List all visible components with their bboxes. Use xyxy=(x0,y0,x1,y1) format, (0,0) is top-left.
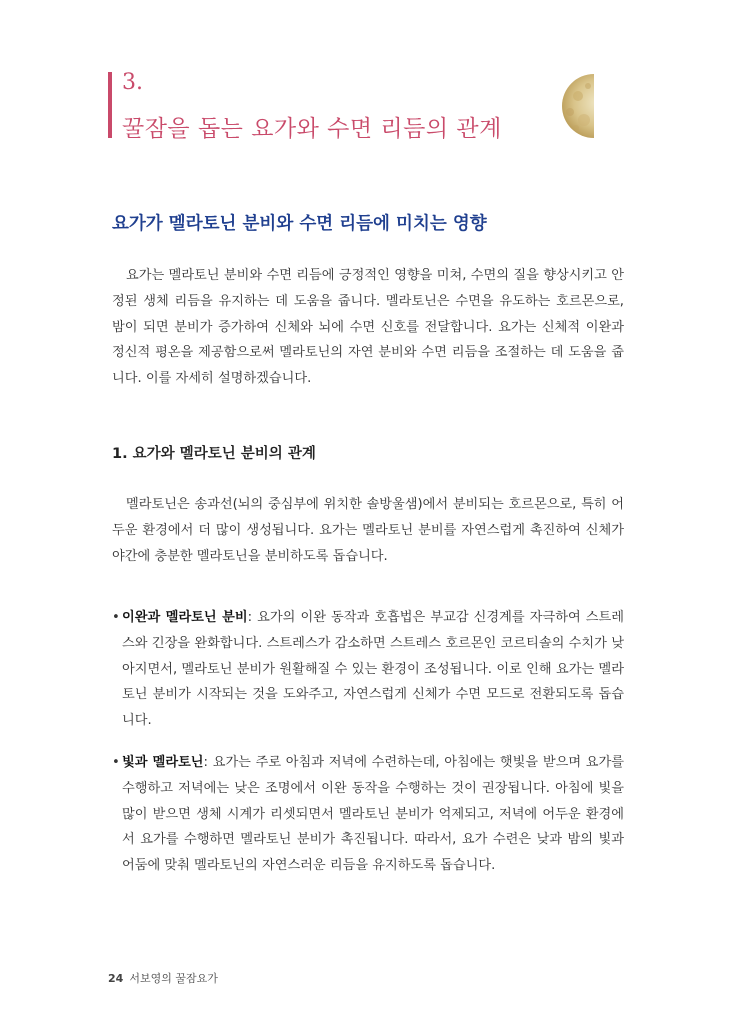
bullet-content xyxy=(112,750,624,879)
subsection-heading: 1. 요가와 멜라토닌 분비의 관계 xyxy=(112,446,316,462)
half-moon-icon xyxy=(548,74,594,138)
page-footer xyxy=(108,970,218,986)
bullet-item-light xyxy=(112,750,624,879)
section-heading: 요가가 멜라토닌 분비와 수면 리듬에 미치는 영향 xyxy=(112,214,487,234)
chapter-number: 3. xyxy=(122,70,143,95)
bullet-marker: • xyxy=(112,755,120,770)
subsection-intro-text: 멜라토닌은 송과선(뇌의 중심부에 위치한 솔방울샘)에서 분비되는 호르몬으로, 특히 어두운 환경에서 더 많이 생성됩니다. 요가는 멜라토닌 분비를 자연스럽게 촉진하여 신체가 야간에 충분한 멜라토닌을 분비하도록 돕습니다. xyxy=(112,497,624,564)
bullet-title: 이완과 멜라토닌 분비 xyxy=(122,610,248,625)
bullet-text: : 요가의 이완 동작과 호흡법은 부교감 신경계를 자극하여 스트레스와 긴장을 완화합니다. 스트레스가 감소하면 스트레스 호르몬인 코르티솔의 수치가 낮아지면서, 멜라토닌 분비가 원활해질 수 있는 환경이 조성됩니다. 이로 인해 요가는 멜라토닌 분비가 시작되는 것을 도와주고, 자연스럽게 신체가 수면 모드로 전환되도록 돕습니다. xyxy=(122,610,624,729)
bullet-content xyxy=(112,605,624,734)
chapter-accent-bar xyxy=(108,72,112,138)
bullet-item-relaxation xyxy=(112,605,624,734)
bullet-text: : 요가는 주로 아침과 저녁에 수련하는데, 아침에는 햇빛을 받으며 요가를 수행하고 저녁에는 낮은 조명에서 이완 동작을 수행하는 것이 권장됩니다. 아침에 빛을 많이 받으면 생체 시계가 리셋되면서 멜라토닌 분비가 억제되고, 저녁에 어두운 환경에서 요가를 수행하면 멜라토닌 분비가 촉진됩니다. 따라서, 요가 수련은 낮과 밤의 빛과 어둠에 맞춰 멜라토닌의 자연스러운 리듬을 유지하도록 돕습니다. xyxy=(122,755,624,874)
subsection-intro-paragraph xyxy=(112,492,624,569)
page-number: 24 xyxy=(108,972,124,985)
chapter-title: 꿀잠을 돕는 요가와 수면 리듬의 관계 xyxy=(122,116,502,142)
bullet-title: 빛과 멜라토닌 xyxy=(122,755,204,770)
bullet-marker: • xyxy=(112,610,120,625)
book-title: 서보영의 꿀잠요가 xyxy=(129,972,218,985)
section-intro-text: 요가는 멜라토닌 분비와 수면 리듬에 긍정적인 영향을 미쳐, 수면의 질을 향상시키고 안정된 생체 리듬을 유지하는 데 도움을 줍니다. 멜라토닌은 수면을 유도하는 호르몬으로, 밤이 되면 분비가 증가하여 신체와 뇌에 수면 신호를 전달합니다. 요가는 신체적 이완과 정신적 평온을 제공함으로써 멜라토닌의 자연 분비와 수면 리듬을 조절하는 데 도움을 줍니다. 이를 자세히 설명하겠습니다. xyxy=(112,268,624,387)
section-intro-paragraph xyxy=(112,263,624,392)
